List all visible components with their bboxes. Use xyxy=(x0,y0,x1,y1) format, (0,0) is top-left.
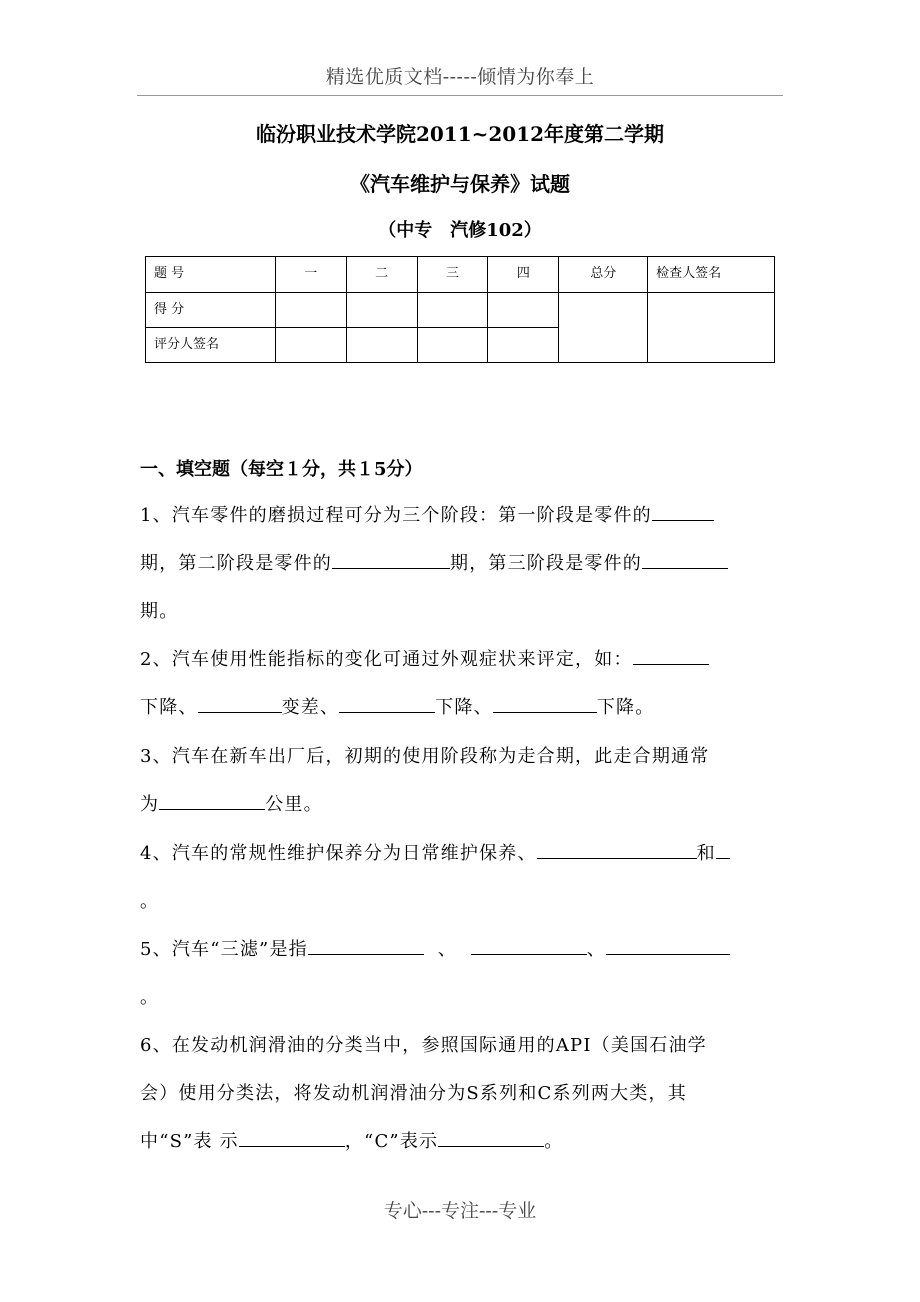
q5-blank-3 xyxy=(606,936,730,955)
q4-text-a: 4、汽车的常规性维护保养分为日常维护保养、 xyxy=(140,843,537,864)
question-1 xyxy=(140,492,785,636)
q1-text-c: 期，第三阶段是零件的 xyxy=(450,553,642,574)
q2-text-c: 变差、 xyxy=(281,697,340,718)
q3-text-c: 公里。 xyxy=(265,794,323,815)
q5-blank-1 xyxy=(308,936,424,955)
header-question-no: 题 号 xyxy=(146,257,276,293)
page-header: 精选优质文档-----倾情为你奉上 xyxy=(137,62,783,96)
header-part-1: 一 xyxy=(275,257,346,293)
q4-text-c: 。 xyxy=(140,891,160,912)
q2-text-d: 下降、 xyxy=(435,697,493,718)
q5-text-b: 、 xyxy=(437,939,457,960)
checker-signature-cell xyxy=(648,293,775,363)
q1-blank-1 xyxy=(652,502,714,521)
q2-blank-1 xyxy=(633,646,709,665)
q2-text-e: 下降。 xyxy=(596,697,655,718)
q6-blank-2 xyxy=(438,1128,544,1147)
row-score-label: 得 分 xyxy=(146,293,276,328)
q4-text-b: 和 xyxy=(696,843,716,864)
q3-text-b: 为 xyxy=(140,794,160,815)
q5-text-a: 5、汽车“三滤”是指 xyxy=(140,939,308,960)
q5-text-d: 。 xyxy=(140,987,160,1008)
q5-blank-2 xyxy=(471,936,587,955)
header-part-2: 二 xyxy=(346,257,417,293)
exam-title-school: 临汾职业技术学院2011~2012年度第二学期 xyxy=(255,122,665,146)
q2-blank-3 xyxy=(339,694,435,713)
q2-blank-4 xyxy=(493,694,597,713)
grader-cell-2 xyxy=(346,328,417,363)
grader-cell-3 xyxy=(417,328,488,363)
question-2 xyxy=(140,636,785,732)
score-cell-1 xyxy=(275,293,346,328)
q6-text-c: 中“S”表 示 xyxy=(140,1131,239,1152)
exam-title-course: 《汽车维护与保养》试题 xyxy=(350,172,570,196)
grader-cell-1 xyxy=(275,328,346,363)
header-part-4: 四 xyxy=(488,257,559,293)
section-fill-in-blank: 一、填空题（每空１分，共１5分） xyxy=(140,459,423,480)
q1-blank-2 xyxy=(332,550,450,569)
question-4 xyxy=(140,830,785,926)
question-5 xyxy=(140,926,785,1022)
q1-text-b: 期，第二阶段是零件的 xyxy=(140,553,332,574)
q2-text-b: 下降、 xyxy=(140,697,198,718)
q1-text-a: 1、汽车零件的磨损过程可分为三个阶段：第一阶段是零件的 xyxy=(140,505,652,526)
q4-blank-2 xyxy=(716,840,730,859)
header-checker-signature: 检查人签名 xyxy=(648,257,775,293)
q2-text-a: 2、汽车使用性能指标的变化可通过外观症状来评定，如： xyxy=(140,649,633,670)
q6-text-d: ，“C”表示 xyxy=(344,1131,439,1152)
row-grader-label: 评分人签名 xyxy=(146,328,276,363)
q1-text-d: 期。 xyxy=(140,601,179,622)
q6-text-e: 。 xyxy=(544,1131,564,1152)
q5-text-c: 、 xyxy=(586,939,606,960)
total-score-cell xyxy=(559,293,648,363)
score-cell-4 xyxy=(488,293,559,328)
q3-text-a: 3、汽车在新车出厂后，初期的使用阶段称为走合期，此走合期通常 xyxy=(140,746,710,767)
grader-cell-4 xyxy=(488,328,559,363)
page-footer: 专心---专注---专业 xyxy=(383,1200,537,1222)
question-6 xyxy=(140,1022,785,1166)
q6-text-a: 6、在发动机润滑油的分类当中，参照国际通用的API（美国石油学 xyxy=(140,1035,707,1056)
q3-blank-1 xyxy=(159,791,265,810)
header-part-3: 三 xyxy=(417,257,488,293)
score-cell-3 xyxy=(417,293,488,328)
q1-blank-3 xyxy=(642,550,728,569)
score-cell-2 xyxy=(346,293,417,328)
q6-text-b: 会）使用分类法，将发动机润滑油分为S系列和C系列两大类，其 xyxy=(140,1083,687,1104)
score-table xyxy=(145,256,775,363)
question-3 xyxy=(140,733,785,829)
q6-blank-1 xyxy=(239,1128,345,1147)
header-total: 总分 xyxy=(559,257,648,293)
exam-title-class: （中专 汽修102） xyxy=(378,220,542,241)
q2-blank-2 xyxy=(198,694,282,713)
q4-blank-1 xyxy=(537,840,697,859)
